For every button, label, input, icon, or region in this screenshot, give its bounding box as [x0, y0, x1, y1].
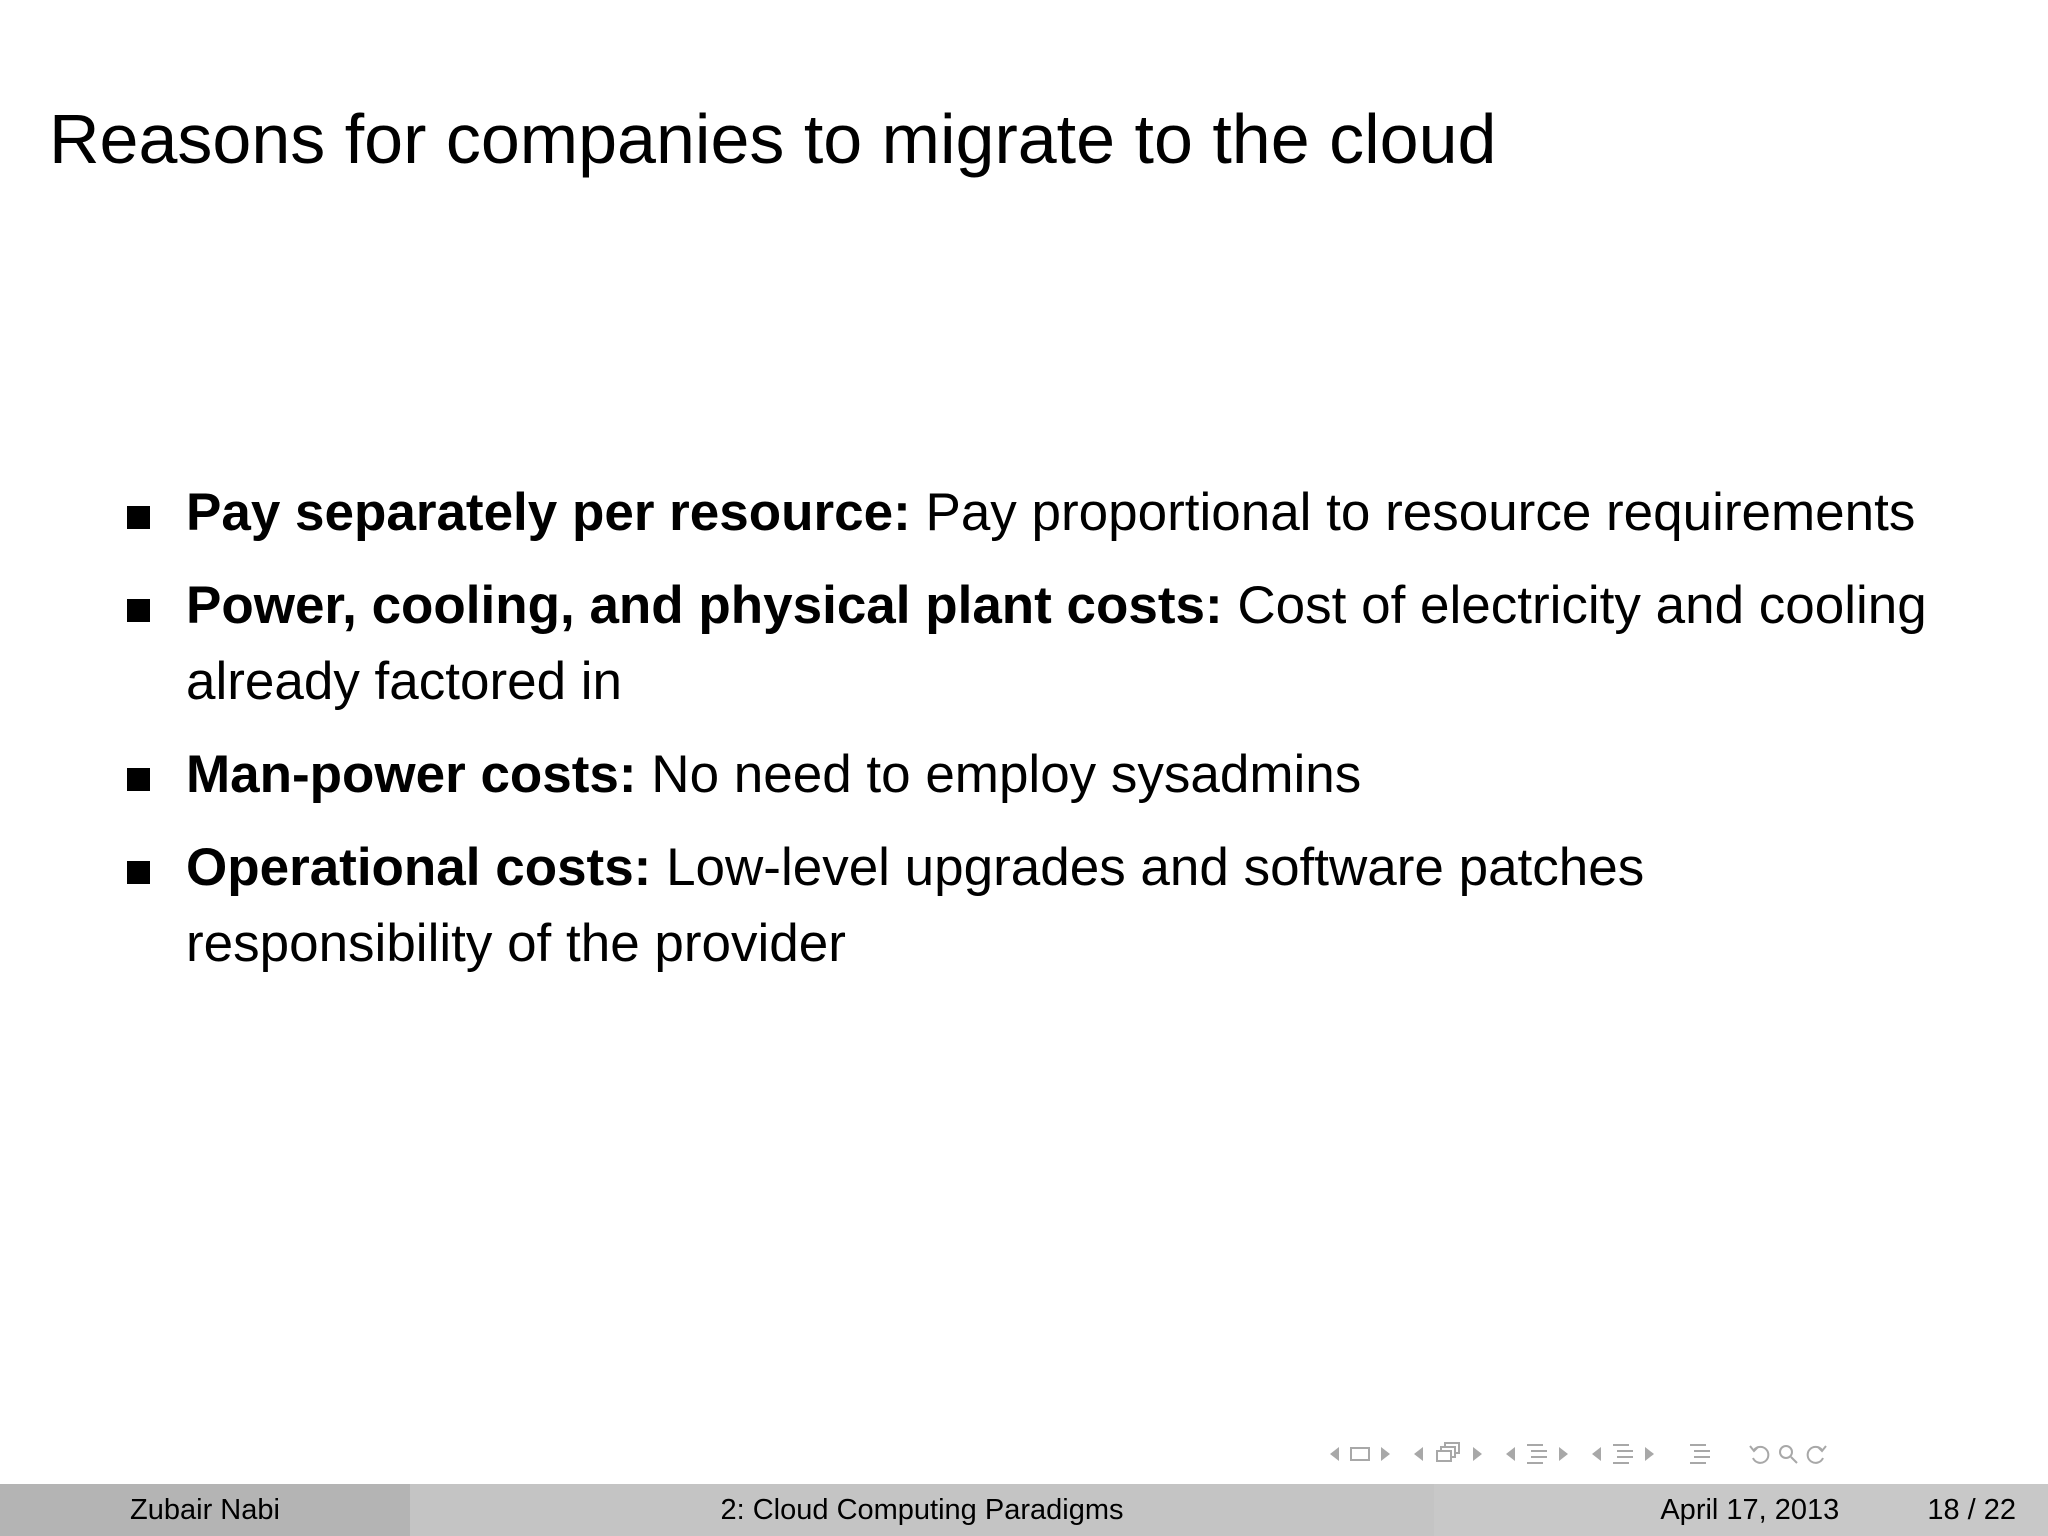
- bullet-text: No need to employ sysadmins: [651, 745, 1362, 804]
- bullet-body: [186, 568, 1946, 720]
- bullet-body: [186, 745, 1361, 804]
- square-bullet-icon: [127, 861, 150, 884]
- nav-frame-prev-icon[interactable]: [1330, 1447, 1339, 1461]
- bullet-term: Operational costs:: [186, 838, 652, 897]
- bullet-item: [124, 737, 2024, 813]
- square-bullet-icon: [127, 768, 150, 791]
- square-bullet-icon: [127, 599, 150, 622]
- nav-document-icon[interactable]: [1611, 1441, 1635, 1467]
- nav-subsection-next-icon[interactable]: [1473, 1447, 1482, 1461]
- nav-subsection-group: [1414, 1441, 1482, 1467]
- bullet-text: Low-level upgrades and software patches responsibility of the provider: [186, 838, 1645, 973]
- nav-document-prev-icon[interactable]: [1592, 1447, 1601, 1461]
- slide-footer: [0, 1484, 2048, 1536]
- bullet-list: [124, 475, 2024, 999]
- bullet-item: [124, 830, 2024, 982]
- nav-subsection-prev-icon[interactable]: [1414, 1447, 1423, 1461]
- bullet-text: Cost of electricity and cooling already factored in: [186, 576, 1927, 711]
- nav-back-icon[interactable]: [1748, 1442, 1772, 1466]
- footer-page-number: 18 / 22: [1927, 1494, 2016, 1526]
- beamer-navigation-bar: [1330, 1436, 1854, 1472]
- nav-frame-next-icon[interactable]: [1381, 1447, 1390, 1461]
- slide-title: Reasons for companies to migrate to the cloud: [49, 99, 1497, 178]
- bullet-term: Power, cooling, and physical plant costs:: [186, 576, 1223, 635]
- nav-document-group: [1592, 1441, 1654, 1467]
- nav-document-next-icon[interactable]: [1645, 1447, 1654, 1461]
- bullet-body: [186, 475, 2026, 551]
- bullet-text: Pay proportional to resource requirements: [925, 483, 1916, 542]
- nav-section-next-icon[interactable]: [1559, 1447, 1568, 1461]
- nav-forward-icon[interactable]: [1804, 1442, 1828, 1466]
- nav-search-icon[interactable]: [1776, 1442, 1800, 1466]
- nav-frame-icon[interactable]: [1349, 1446, 1371, 1462]
- nav-frame-group: [1330, 1446, 1390, 1462]
- footer-author: Zubair Nabi: [0, 1484, 410, 1536]
- nav-section-group: [1506, 1441, 1568, 1467]
- square-bullet-icon: [127, 506, 150, 529]
- bullet-term: Man-power costs:: [186, 745, 637, 804]
- nav-history-group: [1746, 1442, 1830, 1466]
- footer-presentation-title: 2: Cloud Computing Paradigms: [410, 1484, 1434, 1536]
- bullet-item: [124, 475, 2024, 551]
- footer-right-section: [1434, 1484, 2048, 1536]
- footer-date: April 17, 2013: [1660, 1494, 1840, 1526]
- bullet-term: Pay separately per resource:: [186, 483, 911, 542]
- bullet-item: [124, 568, 2024, 720]
- bullet-body: [186, 830, 1946, 982]
- nav-subsection-icon[interactable]: [1433, 1441, 1463, 1467]
- nav-appendix-icon[interactable]: [1688, 1441, 1712, 1467]
- nav-section-icon[interactable]: [1525, 1441, 1549, 1467]
- nav-section-prev-icon[interactable]: [1506, 1447, 1515, 1461]
- nav-appendix-group: [1678, 1441, 1722, 1467]
